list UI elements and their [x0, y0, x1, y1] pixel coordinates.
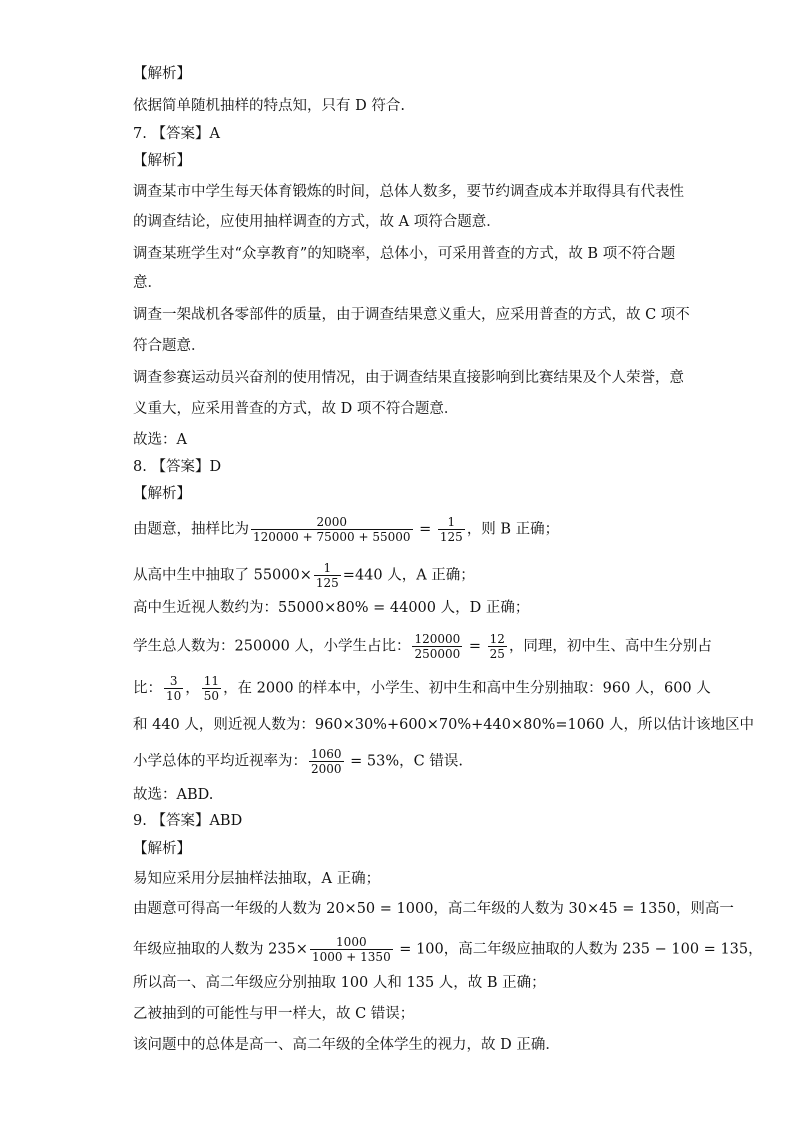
fraction: [202, 674, 221, 703]
text-segment: ，则 B 正确；: [466, 521, 560, 538]
formula-line-ratios: [133, 674, 711, 703]
numerator: 3: [169, 674, 178, 688]
section-label-analysis: 【解析】: [133, 841, 191, 857]
text-line: 的调查结论，应使用抽样调查的方式，故 A 项符合题意．: [133, 214, 501, 230]
text-line: 乙被抽到的可能性与甲一样大，故 C 错误；: [133, 1006, 415, 1022]
answer-line-9: 9. 【答案】ABD: [133, 813, 243, 829]
denominator: 2000: [311, 762, 342, 776]
text-line: 调查一架战机各零部件的质量，由于调查结果意义重大，应采用普查的方式，故 C 项不: [133, 307, 690, 323]
text-segment: =: [414, 521, 436, 538]
numerator: 1000: [336, 935, 367, 949]
answer-line-7: 7. 【答案】A: [133, 126, 220, 142]
text-line: 所以高一、高二年级应分别抽取 100 人和 135 人，故 B 正确；: [133, 975, 546, 991]
fraction: [310, 935, 393, 964]
fraction: [164, 674, 183, 703]
numerator: 1: [447, 515, 456, 529]
text-segment: ，同理，初中生、高中生分别占: [508, 638, 712, 655]
denominator: 1000 + 1350: [311, 950, 391, 964]
text-line: 由题意可得高一年级的人数为 20×50 = 1000，高二年级的人数为 30×45 = 1350，则高一: [133, 901, 734, 917]
text-line: 该问题中的总体是高一、高二年级的全体学生的视力，故 D 正确．: [133, 1037, 560, 1053]
fraction: [412, 632, 462, 661]
numerator: 120000: [414, 632, 461, 646]
text-segment: ，: [185, 680, 200, 697]
fraction: [251, 515, 413, 544]
fraction: [488, 632, 507, 661]
denominator: 50: [203, 689, 220, 703]
formula-line-grade-sample: [133, 935, 763, 964]
text-line: 调查某市中学生每天体育锻炼的时间，总体人数多，要节约调查成本并取得具有代表性: [133, 184, 684, 200]
numerator: 2000: [316, 515, 348, 529]
denominator: 25: [489, 647, 505, 661]
answer-line-8: 8. 【答案】D: [133, 459, 222, 475]
denominator: 250000: [414, 647, 461, 661]
numerator: 1060: [311, 747, 342, 761]
conclusion-line: 故选：ABD.: [133, 787, 214, 803]
text-segment: ，在 2000 的样本中，小学生、初中生和高中生分别抽取：960 人，600 人: [223, 680, 711, 697]
section-label-analysis: 【解析】: [133, 66, 191, 82]
text-line: 和 440 人，则近视人数为：960×30%+600×70%+440×80%=1060 人，所以估计该地区中: [133, 717, 755, 733]
numerator: 11: [203, 674, 220, 688]
text-line: 易知应采用分层抽样法抽取，A 正确；: [133, 871, 381, 887]
text-segment: 年级应抽取的人数为 235×: [133, 941, 308, 958]
text-segment: 从高中生中抽取了 55000×: [133, 567, 312, 584]
section-label-analysis: 【解析】: [133, 153, 191, 169]
fraction: [314, 561, 341, 590]
fraction: [438, 515, 465, 544]
text-line: 义重大，应采用普查的方式，故 D 项不符合题意．: [133, 401, 459, 417]
formula-line-high-school-sample: [133, 561, 475, 590]
text-segment: 小学总体的平均近视率为：: [133, 753, 307, 770]
text-segment: = 100，高二年级应抽取的人数为 235 − 100 = 135，: [394, 941, 763, 958]
text-line: 意．: [133, 275, 162, 291]
formula-line-primary-ratio: [133, 632, 712, 661]
section-label-analysis: 【解析】: [133, 486, 191, 502]
conclusion-line: 故选：A: [133, 432, 187, 448]
text-segment: =: [464, 638, 486, 655]
text-segment: 由题意，抽样比为: [133, 521, 249, 538]
text-segment: 比：: [133, 680, 162, 697]
denominator: 125: [439, 530, 463, 544]
formula-line-sampling-ratio: [133, 515, 559, 544]
numerator: 1: [323, 561, 332, 575]
text-segment: 学生总人数为：250000 人，小学生占比：: [133, 638, 411, 655]
denominator: 10: [166, 689, 182, 703]
text-line: 调查参赛运动员兴奋剂的使用情况，由于调查结果直接影响到比赛结果及个人荣誉，意: [133, 370, 684, 386]
denominator: 120000 + 75000 + 55000: [253, 530, 411, 544]
text-line: 调查某班学生对“众享教育”的知晓率，总体小，可采用普查的方式，故 B 项不符合题: [133, 246, 676, 262]
text-segment: =440 人，A 正确；: [342, 567, 475, 584]
text-line: 依据简单随机抽样的特点知，只有 D 符合.: [133, 98, 405, 114]
denominator: 125: [315, 576, 339, 590]
formula-line-myopia-rate: [133, 747, 463, 776]
fraction: [309, 747, 344, 776]
text-segment: = 53%，C 错误.: [345, 753, 463, 770]
numerator: 12: [489, 632, 505, 646]
text-line: 符合题意．: [133, 338, 206, 354]
text-line: 高中生近视人数约为：55000×80% = 44000 人，D 正确；: [133, 600, 530, 616]
